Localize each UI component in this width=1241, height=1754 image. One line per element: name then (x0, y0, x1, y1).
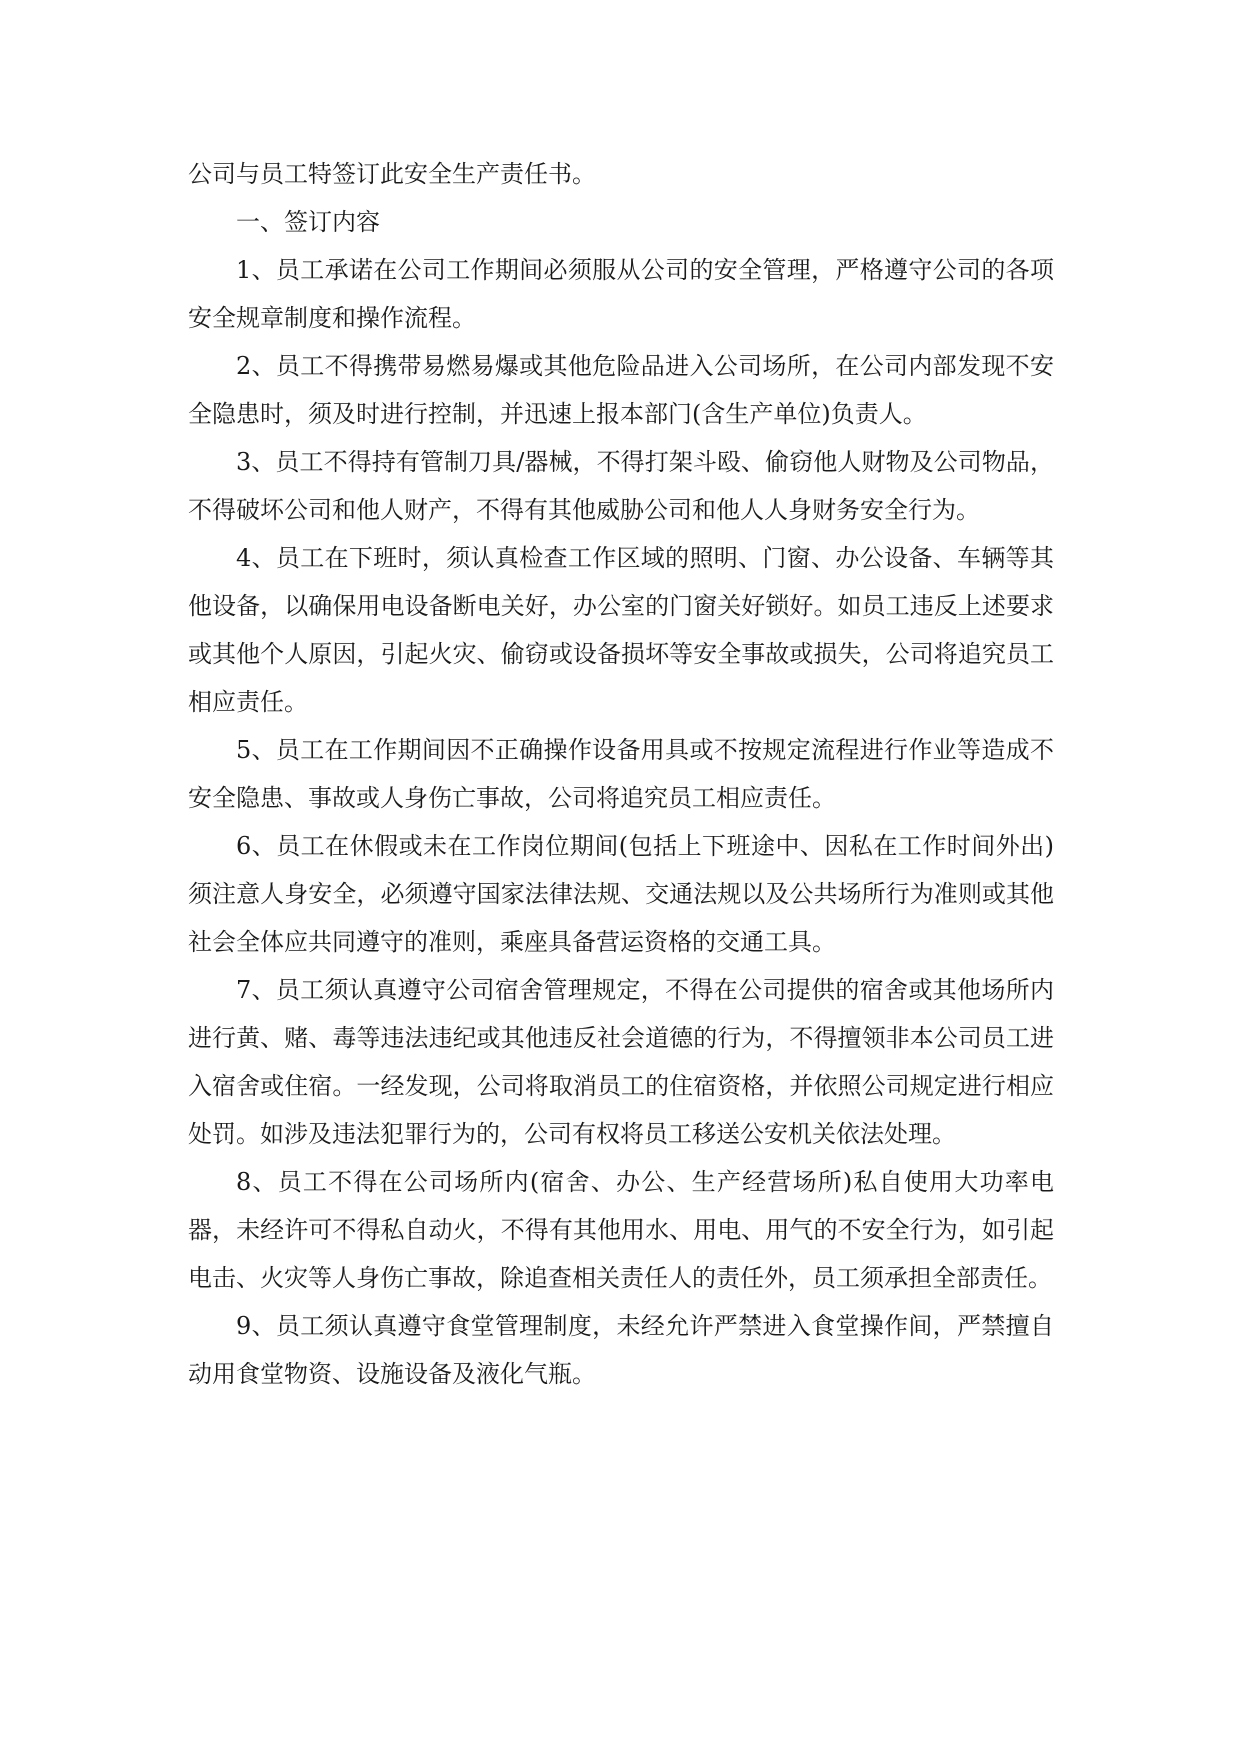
clause-2: 2、员工不得携带易燃易爆或其他危险品进入公司场所，在公司内部发现不安全隐患时，须及时进行控制，并迅速上报本部门(含生产单位)负责人。 (188, 352, 1054, 428)
clause-7: 7、员工须认真遵守公司宿舍管理规定，不得在公司提供的宿舍或其他场所内进行黄、赌、毒等违法违纪或其他违反社会道德的行为，不得擅领非本公司员工进入宿舍或住宿。一经发现，公司将取消员工的住宿资格，并依照公司规定进行相应处罚。如涉及违法犯罪行为的，公司有权将员工移送公安机关依法处理。 (188, 976, 1054, 1148)
clause-6: 6、员工在休假或未在工作岗位期间(包括上下班途中、因私在工作时间外出)须注意人身安全，必须遵守国家法律法规、交通法规以及公共场所行为准则或其他社会全体应共同遵守的准则，乘座具备营运资格的交通工具。 (188, 832, 1054, 956)
clause-4: 4、员工在下班时，须认真检查工作区域的照明、门窗、办公设备、车辆等其他设备，以确保用电设备断电关好，办公室的门窗关好锁好。如员工违反上述要求或其他个人原因，引起火灾、偷窃或设备损坏等安全事故或损失，公司将追究员工相应责任。 (188, 544, 1054, 716)
paragraph-intro: 公司与员工特签订此安全生产责任书。 (188, 160, 596, 188)
clause-1: 1、员工承诺在公司工作期间必须服从公司的安全管理，严格遵守公司的各项安全规章制度和操作流程。 (188, 256, 1054, 332)
clause-9: 9、员工须认真遵守食堂管理制度，未经允许严禁进入食堂操作间，严禁擅自动用食堂物资、设施设备及液化气瓶。 (188, 1312, 1054, 1388)
clause-5: 5、员工在工作期间因不正确操作设备用具或不按规定流程进行作业等造成不安全隐患、事故或人身伤亡事故，公司将追究员工相应责任。 (188, 736, 1054, 812)
clause-8: 8、员工不得在公司场所内(宿舍、办公、生产经营场所)私自使用大功率电器，未经许可不得私自动火，不得有其他用水、用电、用气的不安全行为，如引起电击、火灾等人身伤亡事故，除追查相关责任人的责任外，员工须承担全部责任。 (188, 1168, 1054, 1292)
section-heading: 一、签订内容 (236, 208, 380, 236)
document-body (188, 150, 1054, 1398)
clause-3: 3、员工不得持有管制刀具/器械，不得打架斗殴、偷窃他人财物及公司物品，不得破坏公司和他人财产，不得有其他威胁公司和他人人身财务安全行为。 (188, 448, 1054, 524)
